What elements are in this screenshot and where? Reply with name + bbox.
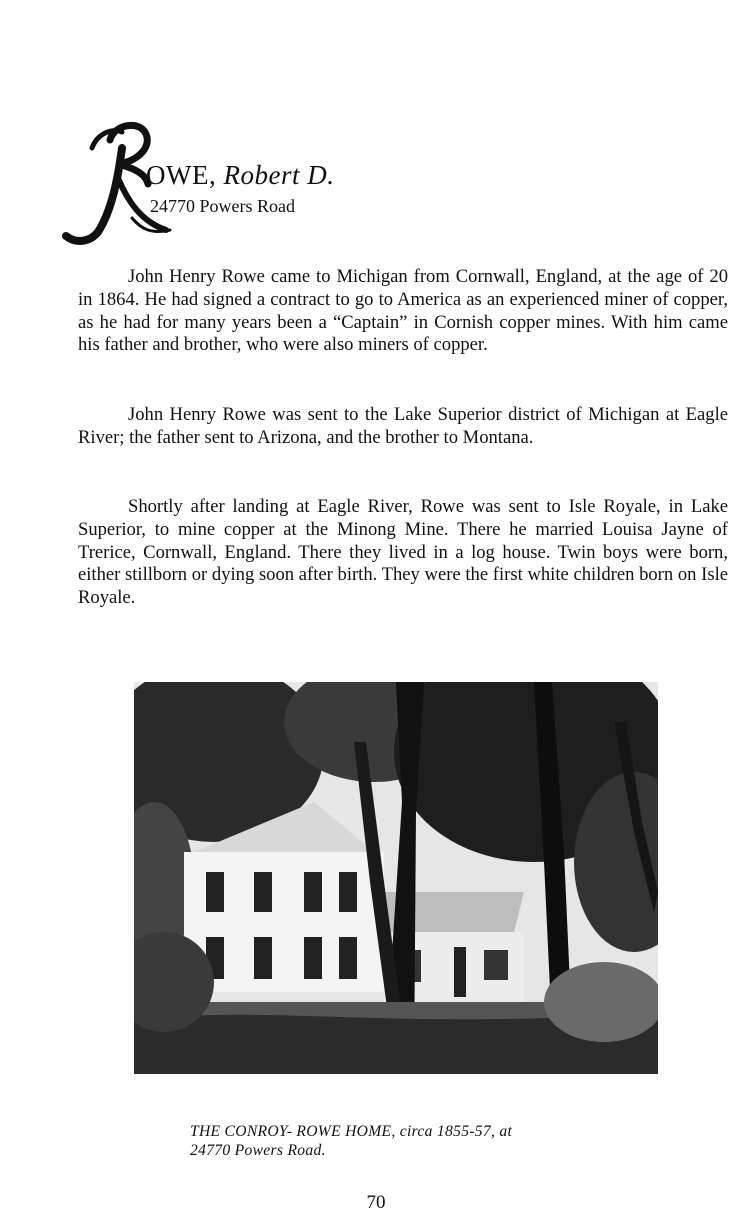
paragraph-2-text: John Henry Rowe was sent to the Lake Superior district of Michigan at Eagle River; the father sent to Arizona, and the brother to Montana.	[78, 404, 728, 448]
house-photo	[134, 682, 658, 1074]
given-name: Robert D.	[223, 160, 335, 190]
caption-line-2: 24770 Powers Road.	[190, 1142, 326, 1159]
paragraph-3	[78, 496, 728, 610]
surname-rest: OWE,	[146, 160, 217, 190]
paragraph-2	[78, 404, 728, 450]
page-number: 70	[366, 1192, 386, 1213]
paragraph-1	[78, 266, 728, 357]
heading-address: 24770 Powers Road	[150, 196, 295, 216]
photo-caption	[190, 1122, 620, 1160]
heading-name	[146, 160, 334, 191]
caption-line-1: THE CONROY- ROWE HOME, circa 1855-57, at	[190, 1123, 513, 1140]
paragraph-3-text: Shortly after landing at Eagle River, Rowe was sent to Isle Royale, in Lake Superior, to mine copper at the Minong Mine. There he married Louisa Jayne of Trerice, Cornwall, England. There they lived in a log house. Twin boys were born, either stillborn or dying soon after birth. They were the first white children born on Isle Royale.	[78, 496, 728, 609]
paragraph-1-text: John Henry Rowe came to Michigan from Cornwall, England, at the age of 20 in 1864. He had signed a contract to go to America as an experienced miner of copper, as he had for many years been a “Captain” in Cornish copper mines. With him came his father and brother, who were also miners of copper.	[78, 266, 728, 356]
